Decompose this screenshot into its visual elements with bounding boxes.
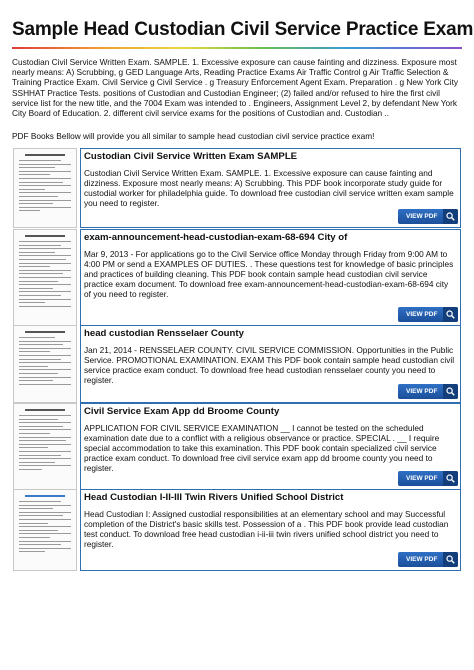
view-pdf-label: VIEW PDF [406, 475, 438, 482]
page-title: Sample Head Custodian Civil Service Practice Exam [12, 19, 474, 40]
result-description: Head Custodian I: Assigned custodial responsibilities at an elementary school and may Successful completion of the District's basic skills test. Possession of a . This PDF book provide lead custodian test conduct. To download free head custodian i-ii-iii twin rivers unified school district you need to register. [84, 509, 449, 549]
document-thumbnail[interactable] [13, 229, 77, 326]
view-pdf-button[interactable] [398, 307, 458, 322]
magnifier-icon [443, 307, 458, 322]
view-pdf-label: VIEW PDF [406, 556, 438, 563]
magnifier-icon [443, 471, 458, 486]
result-card [80, 325, 461, 403]
result-item [12, 229, 462, 326]
result-item [12, 148, 462, 228]
result-description: Mar 9, 2013 - For applications go to the Civil Service office Monday through Friday from 9:00 AM to 4:00 PM or send a EXAMPLES OF DUTIES. . These questions test for knowledge of basic principles and practices of building cleaning. This PDF book contain sample head custodian civil service practice exam document. To download free exam-announcement-head-custodian-exam-68-694 city of you need to register. [84, 249, 454, 299]
view-pdf-button[interactable] [398, 552, 458, 567]
title-divider [12, 47, 462, 49]
result-title[interactable]: Civil Service Exam App dd Broome County [84, 406, 280, 417]
result-title[interactable]: head custodian Rensselaer County [84, 328, 244, 339]
view-pdf-button[interactable] [398, 209, 458, 224]
view-pdf-label: VIEW PDF [406, 311, 438, 318]
result-card [80, 148, 461, 228]
view-pdf-button[interactable] [398, 384, 458, 399]
view-pdf-button[interactable] [398, 471, 458, 486]
magnifier-icon [443, 209, 458, 224]
result-description: Custodian Civil Service Written Exam. SAMPLE. 1. Excessive exposure can cause fainting and dizziness. Exposure most nearly means: A) Scrubbing. This PDF book incorporate study guide for custodial worker for philadelphia guide. To download free custodian civil service written exam sample you need to register. [84, 168, 454, 208]
result-description: APPLICATION FOR CIVIL SERVICE EXAMINATION __ I cannot be tested on the scheduled examination date due to a conflict with a religious observance or practice. SPECIAL . __ I require special accommodation to take this examination. This PDF book contain specialized civil service practice exam conduct. To download free civil service exam app dd broome county you need to register. [84, 423, 440, 473]
view-pdf-label: VIEW PDF [406, 388, 438, 395]
magnifier-icon [443, 552, 458, 567]
intro-paragraph: Custodian Civil Service Written Exam. SAMPLE. 1. Excessive exposure can cause fainting and dizziness. Exposure most nearly means: A) Scrubbing, g GED Language Arts, Reading Practice Exams Air Traffic Control g Air Traffic Selection & Training Practice Exam. Civil Service g Civil Service . g Treasury Enforcement Agent Exam. Preparation . g New York City SSHHAT Practice Tests. positions of Custodian and Custodian Engineer; (2) failed and/or refused to hire the first civil service list for the new title, and the 7004 Exam was intended to . Engineers, Assignment Level 2, by defendant New York City Board of Education. 2. different civil service exams for the positions of Custodian and. Custodian .. [12, 57, 459, 119]
document-thumbnail[interactable] [13, 148, 77, 228]
document-thumbnail[interactable] [13, 325, 77, 403]
result-title[interactable]: Custodian Civil Service Written Exam SAMPLE [84, 151, 298, 162]
result-item [12, 489, 462, 571]
result-item [12, 403, 462, 490]
result-title[interactable]: exam-announcement-head-custodian-exam-68-694 City of [84, 232, 348, 243]
result-card [80, 229, 461, 326]
result-card [80, 403, 461, 490]
magnifier-icon [443, 384, 458, 399]
view-pdf-label: VIEW PDF [406, 213, 438, 220]
result-description: Jan 21, 2014 - RENSSELAER COUNTY. CIVIL SERVICE COMMISSION. Opportunities in the Public Service. PROMOTIONAL EXAMINATION. EXAM This PDF book contain sample head custodian civil service practice exam conduct. To download free head custodian rensselaer county you need to register. [84, 345, 455, 385]
document-thumbnail[interactable] [13, 403, 77, 490]
result-title[interactable]: Head Custodian I-II-III Twin Rivers Unified School District [84, 492, 344, 503]
document-thumbnail[interactable] [13, 489, 77, 571]
result-card [80, 489, 461, 571]
pdf-books-note: PDF Books Bellow will provide you all similar to sample head custodian civil service practice exam! [12, 131, 375, 141]
result-item [12, 325, 462, 403]
